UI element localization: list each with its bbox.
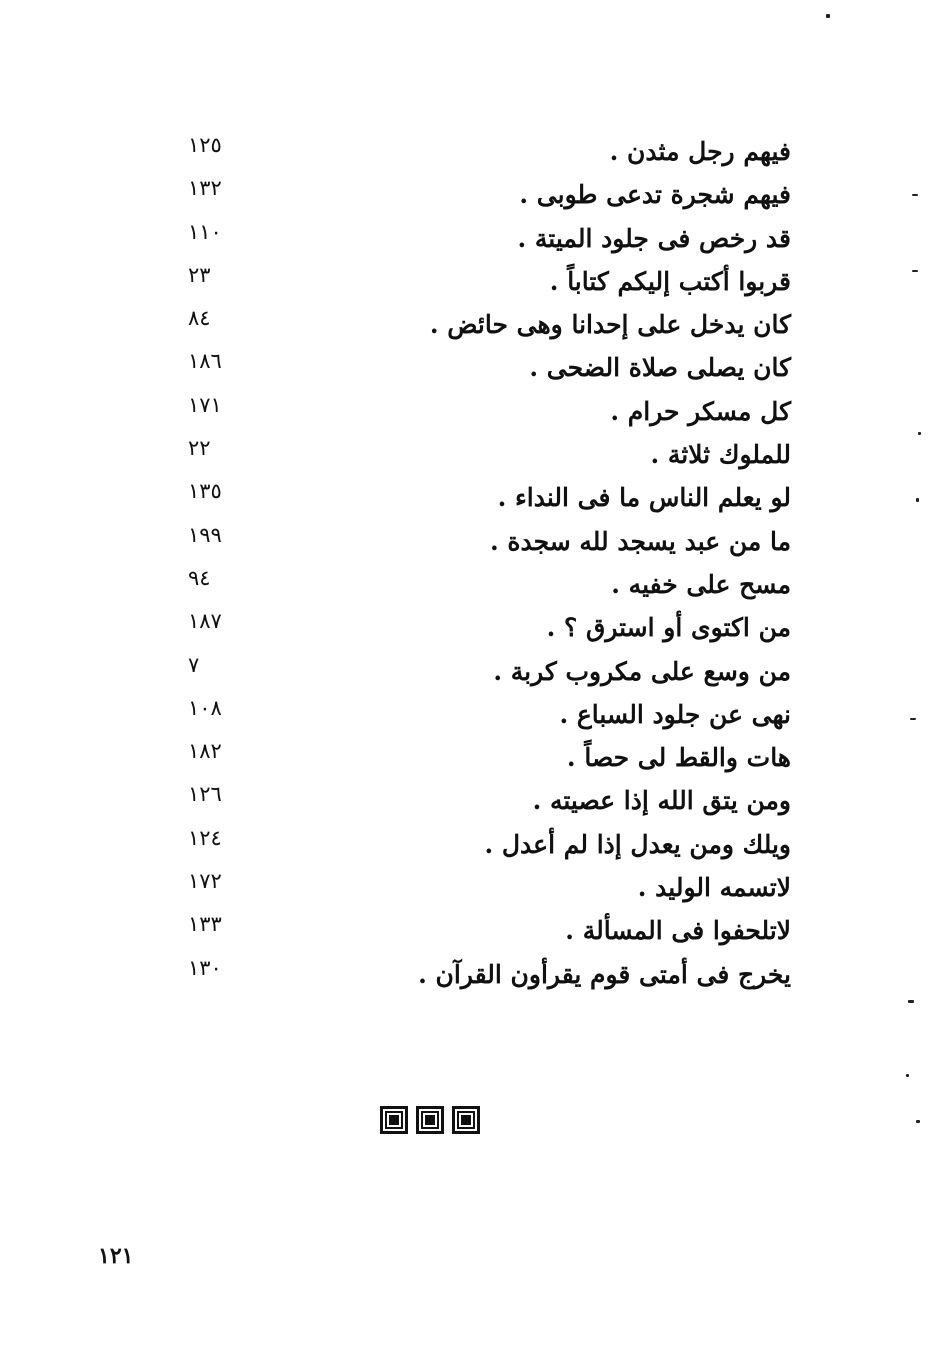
page-reference: ٨٤ — [188, 306, 211, 331]
page-reference: ١٢٥ — [188, 133, 222, 157]
page-reference: ١٣٣ — [188, 912, 222, 937]
framed-square-icon — [380, 1106, 408, 1134]
index-row — [0, 388, 931, 431]
scan-speck — [908, 1000, 914, 1003]
scan-speck — [912, 194, 918, 196]
page-reference: ١٧١ — [188, 392, 222, 417]
hadith-text: قربوا أكتب إليكم كتاباً . — [549, 266, 791, 296]
page-number: ١٢١ — [98, 1243, 134, 1269]
scan-speck — [916, 498, 919, 502]
page-reference: ١٠٨ — [188, 695, 222, 720]
hadith-text: كل مسكر حرام . — [610, 396, 791, 426]
hadith-text: مسح على خفيه . — [611, 569, 791, 599]
hadith-text: لاتسمه الوليد . — [637, 873, 791, 903]
index-row — [0, 864, 931, 907]
framed-square-icon — [452, 1106, 480, 1134]
hadith-text: من اكتوى أو استرق ؟ . — [546, 613, 791, 643]
index-row — [0, 777, 931, 820]
page-reference: ٢٢ — [188, 436, 211, 461]
scan-speck — [916, 1120, 920, 1123]
page-reference: ٢٣ — [188, 262, 211, 287]
index-row — [0, 691, 931, 734]
index-row — [0, 215, 931, 258]
hadith-text: يخرج فى أمتى قوم يقرأون القرآن . — [418, 959, 791, 989]
index-row — [0, 561, 931, 604]
hadith-text: للملوك ثلاثة . — [650, 440, 791, 470]
index-row — [0, 951, 931, 994]
page-reference: ١٢٦ — [188, 782, 222, 807]
index-row — [0, 474, 931, 517]
page-reference: ١٨٢ — [188, 739, 222, 764]
page-reference: ١٣٢ — [188, 176, 222, 201]
page-reference: ١٣٠ — [188, 955, 222, 980]
index-row — [0, 734, 931, 777]
hadith-text: كان يدخل على إحدانا وهى حائض . — [429, 310, 791, 340]
scan-speck — [826, 14, 830, 18]
index-row — [0, 301, 931, 344]
framed-square-icon — [416, 1106, 444, 1134]
index-row — [0, 258, 931, 301]
hadith-index-list — [0, 128, 931, 994]
index-row — [0, 821, 931, 864]
index-row — [0, 907, 931, 950]
hadith-text: ويلك ومن يعدل إذا لم أعدل . — [484, 829, 791, 859]
hadith-text: من وسع على مكروب كربة . — [493, 656, 791, 686]
index-row — [0, 171, 931, 214]
hadith-text: نهى عن جلود السباع . — [559, 699, 791, 729]
scan-speck — [912, 270, 918, 272]
hadith-text: فيهم شجرة تدعى طوبى . — [519, 180, 791, 210]
hadith-text: ما من عبد يسجد لله سجدة . — [489, 526, 791, 556]
index-row — [0, 344, 931, 387]
index-row — [0, 604, 931, 647]
page-reference: ٩٤ — [188, 565, 211, 590]
hadith-text: هات والقط لى حصاً . — [566, 743, 791, 773]
hadith-text: فيهم رجل مثدن . — [609, 137, 791, 166]
scan-speck — [906, 1074, 909, 1077]
three-framed-squares-icon — [380, 1106, 480, 1134]
page-reference: ١٨٧ — [188, 609, 222, 634]
hadith-text: لو يعلم الناس ما فى النداء . — [497, 483, 791, 513]
page-reference: ١٨٦ — [188, 349, 222, 374]
hadith-text: ومن يتق الله إذا عصيته . — [532, 786, 791, 816]
index-row — [0, 431, 931, 474]
hadith-text: قد رخص فى جلود الميتة . — [517, 223, 791, 253]
page-reference: ١٩٩ — [188, 522, 222, 547]
index-row — [0, 128, 931, 171]
page-reference: ١٧٢ — [188, 869, 222, 894]
hadith-text: كان يصلى صلاة الضحى . — [529, 353, 791, 383]
index-row — [0, 518, 931, 561]
scan-speck — [918, 432, 921, 435]
page-reference: ١٣٥ — [188, 479, 222, 504]
page-reference: ١١٠ — [188, 219, 222, 244]
scan-speck — [910, 718, 916, 720]
index-row — [0, 648, 931, 691]
page-reference: ٧ — [188, 652, 200, 677]
page-reference: ١٢٤ — [188, 825, 222, 850]
hadith-text: لاتلحفوا فى المسألة . — [565, 916, 791, 946]
